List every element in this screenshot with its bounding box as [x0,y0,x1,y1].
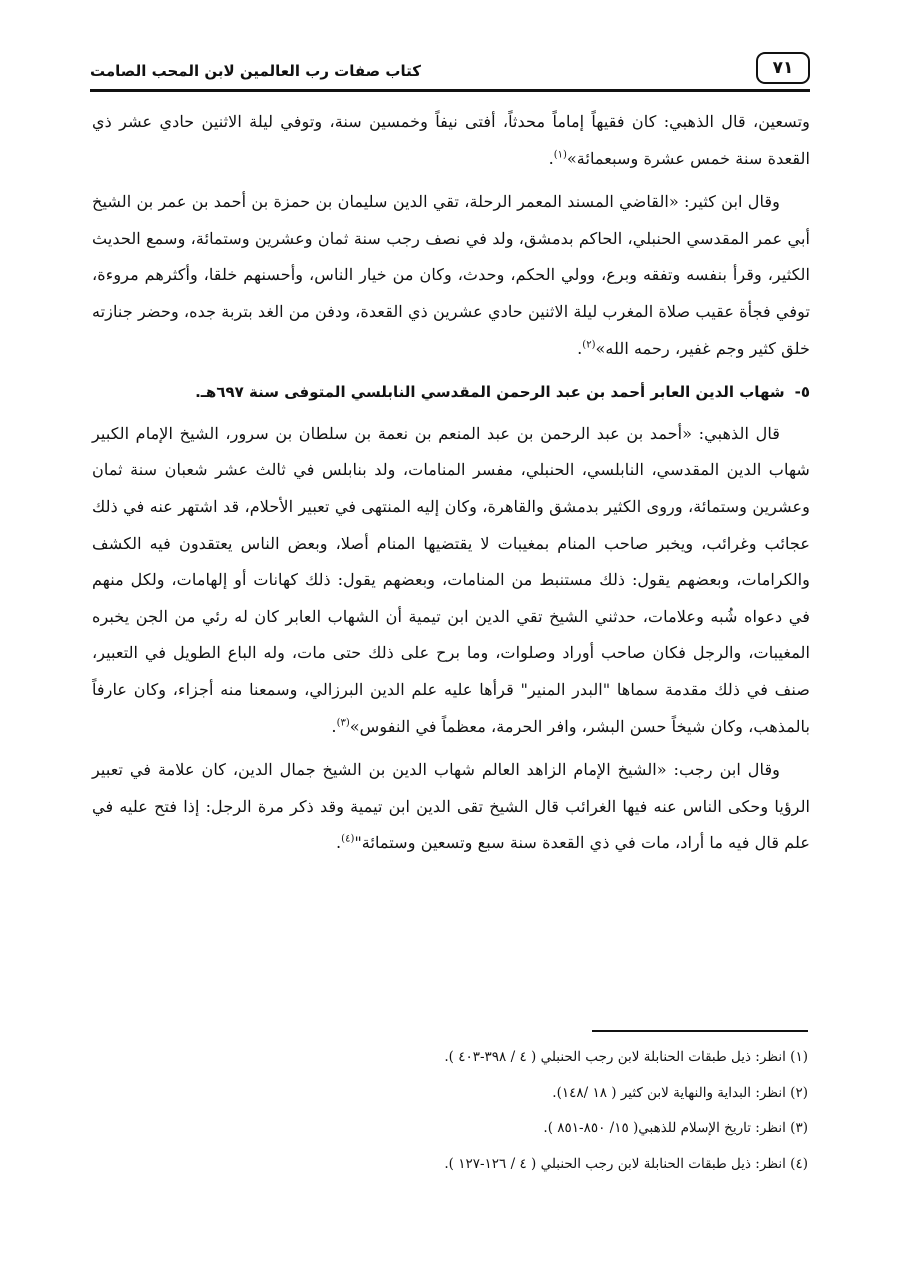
section-heading [92,374,810,411]
paragraph-3 [92,416,810,745]
paragraph-1 [92,104,810,177]
footnote-2: (٢) انظر: البداية والنهاية لابن كثير ( ١٨ /١٤٨). [552,1084,808,1101]
page-header [90,50,810,92]
page-number: ٧١ [756,52,810,84]
paragraph-text: وقال ابن رجب: «الشيخ الإمام الزاهد العالم شهاب الدين بن الشيخ جمال الدين، كان علامة في تعبير الرؤيا وحكى الناس عنه فيها الغرائب قال الشيخ تقى الدين ابن تيمية وقد ذكر مرة الرجل: إذا فتح عليه في علم قال فيه ما أراد، مات في ذي القعدة سنة سبع وتسعين وستمائة" [92,760,810,853]
paragraph-end: . [331,716,337,736]
paragraph-2 [92,184,810,367]
section-number: ٥- [794,383,810,402]
paragraph-text: وقال ابن كثير: «القاضي المسند المعمر الرحلة، تقي الدين سليمان بن حمزة بن أحمد بن عمر بن الشيخ أبي عمر المقدسي الحنبلي، الحاكم بدمشق، ولد في نصف رجب سنة ثمان وعشرين وستمائة، وسمع الحديث الكثير، وقرأ بنفسه وتفقه وبرع، وولي الحكم، وحدث، وكان من خيار الناس، وأحسنهم خلقا، وأكثرهم مروءة، توفي فجأة عقيب صلاة المغرب ليلة الاثنين حادي عشرين ذي القعدة، ودفن من الغد بتربة جده، وحضر جنازته خلق كثير وجم غفير، رحمه الله» [92,192,810,358]
footnotes [90,1040,808,1182]
footnote-ref-4[interactable]: (٤) [341,833,355,845]
header-divider [90,89,810,92]
paragraph-end: . [336,833,342,853]
paragraph-text: وتسعين، قال الذهبي: كان فقيهاً إماماً محدثاً، أفتى نيفاً وخمسين سنة، وتوفي ليلة الاثنين حادي عشر ذي القعدة سنة خمس عشرة وسبعمائة» [92,112,810,168]
footnote-4: (٤) انظر: ذيل طبقات الحنابلة لابن رجب الحنبلي ( ٤ / ١٢٦-١٢٧ ). [444,1155,808,1172]
paragraph-text: قال الذهبي: «أحمد بن عبد الرحمن بن عبد المنعم بن نعمة بن سلطان بن سرور، الشيخ الإمام الكبير شهاب الدين المقدسي، النابلسي، الحنبلي، مفسر المنامات، ولد بنابلس في ثالث عشر شعبان سنة ثمان وعشرين وستمائة، وروى الكثير بدمشق والقاهرة، وكان إليه المنتهى في تعبير الأحلام، قد اشتهر عنه في ذلك عجائب وغرائب، ويخبر صاحب المنام بمغيبات لا يقتضيها المنام أصلا، وبعض الناس يعتقدون فيه الكشف والكرامات، وبعضهم يقول: ذلك مستنبط من المنامات، وبعضهم يقول: ذلك كهانات أو إلهامات، ولكل منهم في دعواه شُبه وعلامات، حدثني الشيخ تقي الدين ابن تيمية أن الشهاب العابر كان له رئي من الجن يخبره المغيبات، والرجل فكان صاحب أوراد وصلوات، وما برح على ذلك حتى مات، وله الباع الطويل في التعبير، صنف في ذلك مقدمة سماها "البدر المنير" قرأها عليه علم الدين البرزالي، وسمعنا منه أجزاء، وكان عارفاً بالمذهب، وكان شيخاً حسن البشر، وافر الحرمة، معظماً في النفوس» [92,423,810,736]
paragraph-end: . [548,148,554,168]
footnote-ref-3[interactable]: (٣) [336,717,350,729]
paragraph-4 [92,752,810,862]
running-title: كتاب صفات رب العالمين لابن المحب الصامت [90,62,421,80]
paragraph-end: . [577,338,583,358]
footnote-1: (١) انظر: ذيل طبقات الحنابلة لابن رجب الحنبلي ( ٤ / ٣٩٨-٤٠٣ ). [444,1049,808,1065]
section-title: شهاب الدين العابر أحمد بن عبد الرحمن المقدسي النابلسي المتوفى سنة ٦٩٧هـ. [195,383,785,402]
footnote-ref-2[interactable]: (٢) [582,339,596,351]
main-text [92,104,810,869]
footnote-divider [592,1030,808,1032]
footnote-ref-1[interactable]: (١) [553,149,567,161]
footnote-3: (٣) انظر: تاريخ الإسلام للذهبي( ١٥/ ٨٥٠-٨٥١ ). [543,1120,808,1136]
